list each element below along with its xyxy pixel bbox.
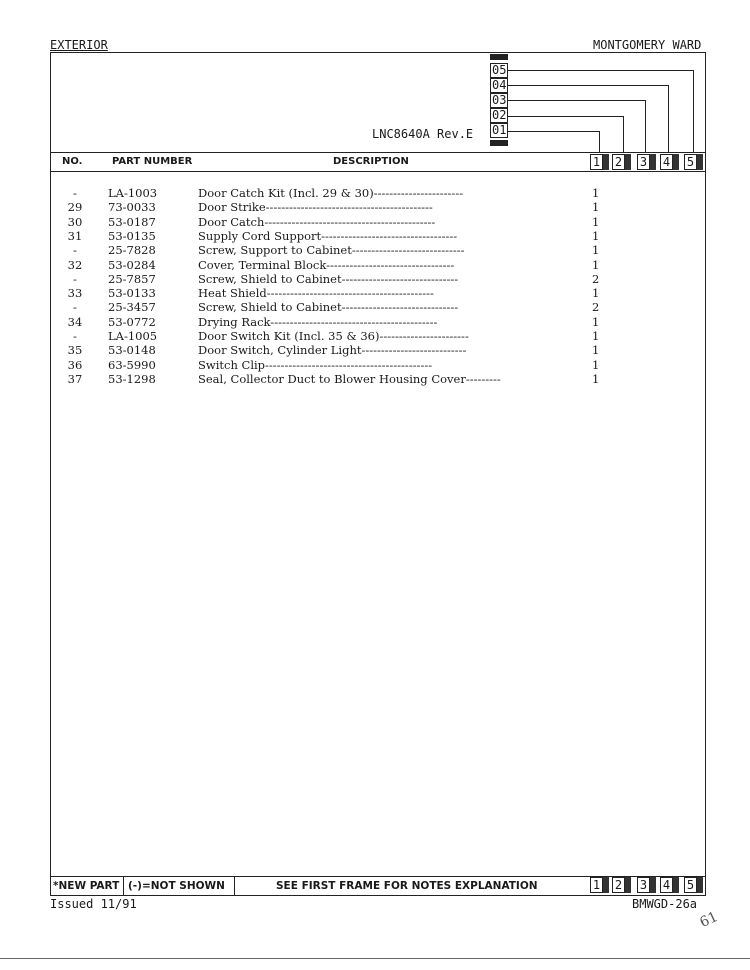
part-number: LA-1005 xyxy=(108,329,158,343)
part-description: Screw, Shield to Cabinet------------------------------ xyxy=(198,300,459,315)
part-qty: 1 xyxy=(592,314,600,329)
table-row xyxy=(0,286,750,300)
col-description: DESCRIPTION xyxy=(333,156,409,167)
part-description: Door Catch-------------------------------------------- xyxy=(198,214,436,229)
part-number: 25-7828 xyxy=(108,243,156,258)
part-description: Door Switch Kit (Incl. 35 & 36)----------------------- xyxy=(198,329,469,343)
qty-col-sep xyxy=(697,877,703,893)
revision-04: 04 xyxy=(492,78,507,92)
notes-explanation: SEE FIRST FRAME FOR NOTES EXPLANATION xyxy=(276,880,538,892)
qty-col-sep xyxy=(673,154,679,170)
table-row xyxy=(0,300,750,314)
qty-col-4: 4 xyxy=(660,154,673,170)
part-number: 53-0284 xyxy=(108,257,156,272)
item-no: 37 xyxy=(67,371,83,386)
footer-qty-3: 3 xyxy=(637,877,650,893)
item-no: 36 xyxy=(67,357,83,372)
connector-01 xyxy=(508,131,599,132)
part-number: 73-0033 xyxy=(108,200,156,215)
connector-04 xyxy=(508,85,668,86)
qty-col-sep xyxy=(625,154,631,170)
qty-col-2: 2 xyxy=(612,154,625,170)
connector-04-drop xyxy=(668,85,669,152)
part-description: Supply Cord Support----------------------------------- xyxy=(198,228,458,243)
item-no: - xyxy=(73,300,77,315)
part-description: Door Catch Kit (Incl. 29 & 30)----------------------- xyxy=(198,186,464,200)
table-row xyxy=(0,372,750,386)
revision-01: 01 xyxy=(492,123,507,137)
qty-col-3: 3 xyxy=(637,154,650,170)
connector-05 xyxy=(508,70,693,71)
part-number: LA-1003 xyxy=(108,186,158,200)
revision-02: 02 xyxy=(492,108,507,122)
qty-col-sep xyxy=(697,154,703,170)
part-description: Cover, Terminal Block--------------------------------- xyxy=(198,257,455,272)
part-description: Switch Clip------------------------------------------- xyxy=(198,357,433,372)
part-number: 53-0135 xyxy=(108,228,156,243)
part-description: Drying Rack------------------------------------------- xyxy=(198,314,438,329)
part-qty: 1 xyxy=(592,329,600,343)
qty-col-sep xyxy=(650,154,656,170)
item-no: - xyxy=(73,186,77,200)
item-no: - xyxy=(73,329,77,343)
document-code: BMWGD-26a xyxy=(632,897,698,911)
connector-05-drop xyxy=(693,70,694,152)
part-description: Door Strike------------------------------------------- xyxy=(198,200,433,215)
connector-03-drop xyxy=(645,100,646,152)
part-description: Door Switch, Cylinder Light--------------------------- xyxy=(198,343,467,358)
item-no: 29 xyxy=(67,200,83,215)
col-no: NO. xyxy=(62,156,83,167)
brand-name: MONTGOMERY WARD xyxy=(593,38,702,52)
qty-col-sep xyxy=(625,877,631,893)
qty-col-sep xyxy=(603,154,609,170)
qty-col-5: 5 xyxy=(684,154,697,170)
item-no: - xyxy=(73,243,77,258)
part-qty: 2 xyxy=(592,300,600,315)
qty-col-sep xyxy=(650,877,656,893)
not-shown-legend: (-)=NOT SHOWN xyxy=(128,880,225,892)
table-row xyxy=(0,343,750,357)
part-qty: 1 xyxy=(592,286,600,301)
item-no: 31 xyxy=(67,228,83,243)
part-description: Seal, Collector Duct to Blower Housing Cover--------- xyxy=(198,371,501,386)
revision-03: 03 xyxy=(492,93,507,107)
part-number: 53-1298 xyxy=(108,371,156,386)
footer-divider xyxy=(234,876,235,896)
qty-col-sep xyxy=(673,877,679,893)
footer-qty-1: 1 xyxy=(590,877,603,893)
table-row xyxy=(0,243,750,257)
part-qty: 1 xyxy=(592,371,600,386)
part-number: 25-3457 xyxy=(108,300,156,315)
item-no: 30 xyxy=(67,214,83,229)
header-bottom-rule xyxy=(50,171,706,172)
handwritten-note: 61 xyxy=(697,908,721,932)
item-no: - xyxy=(73,271,77,286)
item-no: 34 xyxy=(67,314,83,329)
header-top-rule xyxy=(50,152,706,153)
table-row xyxy=(0,186,750,200)
part-qty: 1 xyxy=(592,243,600,258)
part-number: 53-0772 xyxy=(108,314,156,329)
part-qty: 1 xyxy=(592,357,600,372)
connector-02 xyxy=(508,116,623,117)
part-number: 53-0133 xyxy=(108,286,156,301)
connector-02-drop xyxy=(623,116,624,152)
revision-bar-top xyxy=(490,54,508,60)
part-qty: 1 xyxy=(592,214,600,229)
part-qty: 2 xyxy=(592,271,600,286)
footer-qty-5: 5 xyxy=(684,877,697,893)
footer-qty-2: 2 xyxy=(612,877,625,893)
part-qty: 1 xyxy=(592,228,600,243)
issued-date: Issued 11/91 xyxy=(50,897,137,911)
item-no: 33 xyxy=(67,286,83,301)
new-part-legend: *NEW PART xyxy=(53,880,120,892)
part-number: 53-0187 xyxy=(108,214,156,229)
table-row xyxy=(0,229,750,243)
part-qty: 1 xyxy=(592,343,600,358)
table-row xyxy=(0,258,750,272)
table-row xyxy=(0,272,750,286)
section-title: EXTERIOR xyxy=(50,38,108,52)
table-row xyxy=(0,358,750,372)
part-qty: 1 xyxy=(592,257,600,272)
col-part-number: PART NUMBER xyxy=(112,156,193,167)
footer-divider xyxy=(123,876,124,896)
parts-list-frame xyxy=(50,52,706,896)
qty-col-sep xyxy=(603,877,609,893)
part-description: Screw, Shield to Cabinet------------------------------ xyxy=(198,271,459,286)
footer-qty-4: 4 xyxy=(660,877,673,893)
part-number: 53-0148 xyxy=(108,343,156,358)
table-row xyxy=(0,200,750,214)
revision-bar-bottom xyxy=(490,140,508,146)
revision-05: 05 xyxy=(492,63,507,77)
part-qty: 1 xyxy=(592,200,600,215)
connector-01-drop xyxy=(599,131,600,152)
table-row xyxy=(0,329,750,343)
model-code: LNC8640A Rev.E xyxy=(372,127,474,141)
table-row xyxy=(0,215,750,229)
part-description: Screw, Support to Cabinet----------------------------- xyxy=(198,243,465,258)
part-qty: 1 xyxy=(592,186,600,200)
item-no: 35 xyxy=(67,343,83,358)
qty-col-1: 1 xyxy=(590,154,603,170)
table-row xyxy=(0,315,750,329)
part-number: 63-5990 xyxy=(108,357,156,372)
part-number: 25-7857 xyxy=(108,271,156,286)
connector-03 xyxy=(508,100,645,101)
page-bottom-rule xyxy=(0,958,750,959)
item-no: 32 xyxy=(67,257,83,272)
part-description: Heat Shield------------------------------------------- xyxy=(198,286,434,301)
